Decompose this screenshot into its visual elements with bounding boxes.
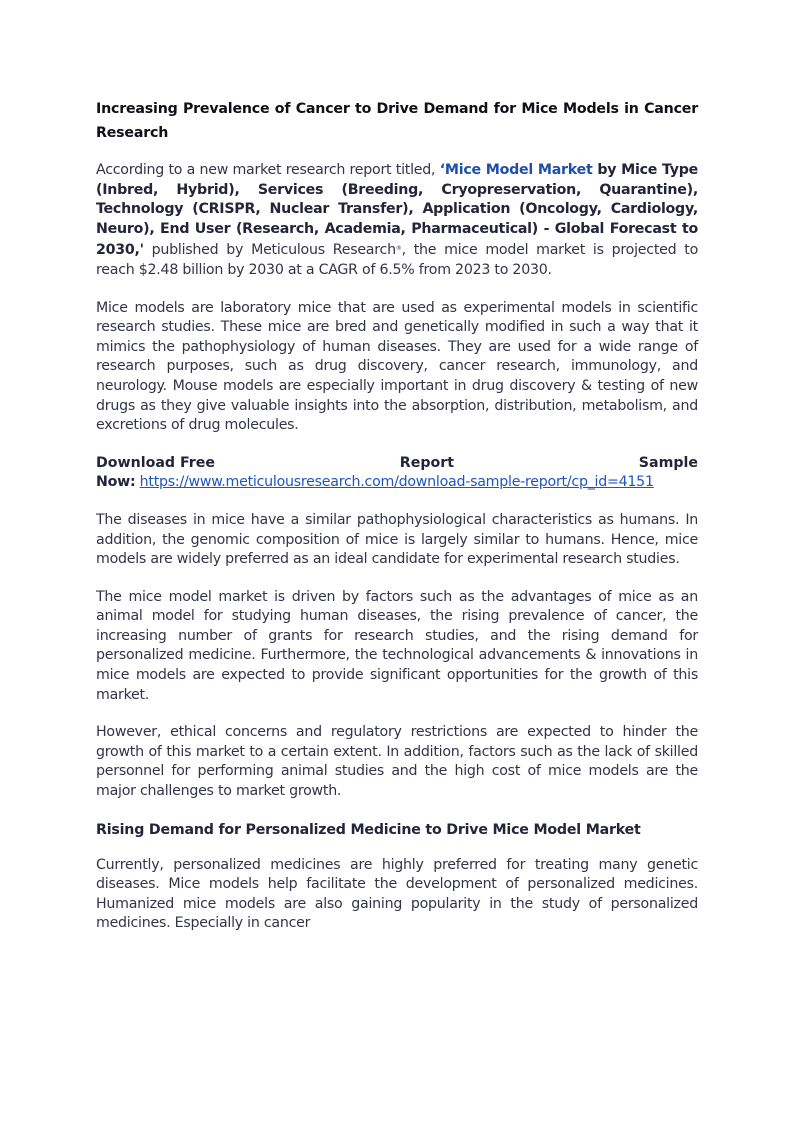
download-link-line <box>96 473 698 493</box>
published-by: published by Meticulous Research <box>143 242 396 259</box>
report-title-link[interactable]: ‘Mice Model Market <box>439 162 593 178</box>
restraints-paragraph: However, ethical concerns and regulatory restrictions are expected to hinder the growth of this market to a certain extent. In addition, factors such as the lack of skilled personnel for performing animal studies and the high cost of mice models are the major challenges to market growth. <box>96 724 698 800</box>
personalized-heading: Rising Demand for Personalized Medicine to Drive Mice Model Market <box>96 821 641 838</box>
similarity-paragraph: The diseases in mice have a similar pathophysiological characteristics as humans. In addition, the genomic composition of mice is largely similar to humans. Hence, mice models are widely preferred as an ideal candidate for experimental research studies. <box>96 511 698 568</box>
definition-paragraph: Mice models are laboratory mice that are used as experimental models in scientific research studies. These mice are bred and genetically modified in such a way that it mimics the pathophysiology of human diseases. They are used for a wide range of research purposes, such as drug discovery, cancer research, immunology, and neurology. Mouse models are especially important in drug discovery & testing of new drugs as they give valuable insights into the absorption, distribution, metabolism, and excretions of drug molecules. <box>96 299 698 434</box>
personalized-paragraph: Currently, personalized medicines are highly preferred for treating many genetic diseases. Mice models help facilitate the development of personalized medicines. Humanized mice models are also gaining popularity in the study of personalized medicines. Especially in cancer <box>96 856 698 932</box>
registered-mark: ® <box>395 245 402 253</box>
intro-paragraph <box>96 161 698 281</box>
document-title: Increasing Prevalence of Cancer to Drive Demand for Mice Models in Cancer Research <box>96 101 698 141</box>
download-word-4: Now: <box>96 474 136 491</box>
download-line <box>96 454 698 474</box>
intro-lead: According to a new market research report titled, <box>96 162 440 178</box>
drivers-paragraph: The mice model market is driven by factors such as the advantages of mice as an animal model for studying human diseases, the rising prevalence of cancer, the increasing number of grants for research studies, and the rising demand for personalized medicine. Furthermore, the technological advancements & innovations in mice models are expected to provide significant opportunities for the growth of this market. <box>96 588 698 703</box>
download-word-1: Download Free <box>96 454 216 471</box>
intro-tail: , the mice model market is projected to reach $2.48 billion by 2030 at a CAGR of 6.5% from 2023 to 2030. <box>96 242 699 278</box>
download-word-2: Report <box>399 454 455 471</box>
document-page <box>96 97 698 952</box>
report-title-rest: by Mice Type (Inbred, Hybrid), Services (Breeding, Cryopreservation, Quarantine), Technology (CRISPR, Nuclear Transfer), Application (Oncology, Cardiology, Neuro), End User (Research, Academia, Pharmaceutical) - Global Forecast to 2030,' <box>96 162 698 259</box>
download-word-3: Sample <box>638 454 698 471</box>
download-sample-link[interactable]: https://www.meticulousresearch.com/download-sample-report/cp_id=4151 <box>139 474 654 491</box>
